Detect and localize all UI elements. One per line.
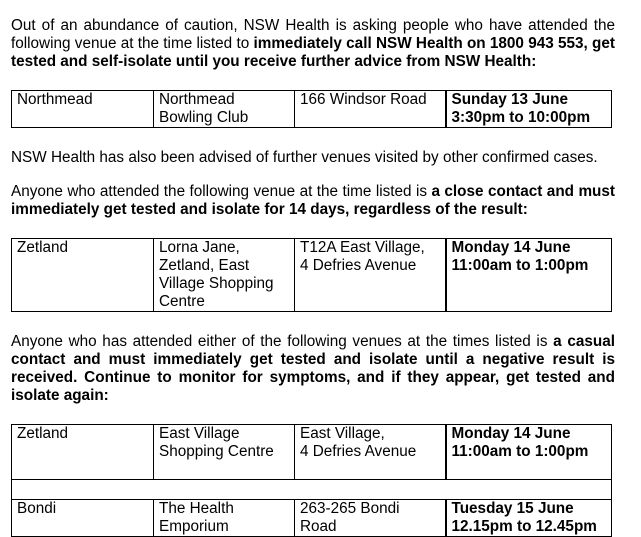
address-cell-line: 4 Defries Avenue: [300, 257, 417, 274]
address-cell: [295, 425, 446, 480]
suburb-cell-line: Northmead: [17, 91, 93, 108]
casual-contact-paragraph: [11, 333, 615, 405]
venue-cell: [154, 91, 295, 128]
address-cell: [295, 91, 446, 128]
time-cell: [446, 91, 612, 128]
venue-cell: [154, 239, 295, 312]
time-cell-line: 11:00am to 1:00pm: [451, 257, 589, 274]
venue-table-casual-contact: [11, 424, 612, 537]
time-cell: [446, 239, 612, 312]
address-cell-line: 4 Defries Avenue: [300, 443, 417, 460]
time-cell-line: Sunday 13 June: [451, 91, 568, 108]
suburb-cell-line: Zetland: [17, 239, 69, 256]
time-cell-line: 12.15pm to 12.45pm: [451, 518, 597, 535]
venue-table-close-contact: [11, 238, 612, 312]
further-venues-paragraph: NSW Health has also been advised of further venues visited by other confirmed cases.: [11, 149, 598, 166]
time-cell-line: Monday 14 June: [451, 425, 571, 442]
suburb-cell: [12, 91, 154, 128]
venue-cell-line: Centre: [159, 293, 205, 310]
address-cell-line: Road: [300, 518, 337, 535]
time-cell-line: Monday 14 June: [451, 239, 571, 256]
suburb-cell-line: Bondi: [17, 500, 57, 517]
venue-cell-line: Zetland, East: [159, 257, 250, 274]
casual-contact-text: Anyone who has attended either of the following venues at the times listed is: [11, 333, 554, 350]
suburb-cell-line: Zetland: [17, 425, 69, 442]
intro-instruction: immediately call NSW Health on 1800 943 553, get tested and self-isolate until you receive further advice from NSW Health:: [11, 35, 615, 70]
address-cell-line: T12A East Village,: [300, 239, 425, 256]
address-cell-line: East Village,: [300, 425, 385, 442]
casual-contact-instruction: a casual contact and must immediately get tested and isolate until a negative result is received. Continue to monitor for symptoms, and if they appear, get tested and isolate again:: [11, 333, 615, 404]
time-cell-line: 3:30pm to 10:00pm: [451, 109, 591, 126]
table-spacer-cell: [12, 480, 612, 500]
suburb-cell: [12, 425, 154, 480]
venue-cell-line: Lorna Jane,: [159, 239, 240, 256]
venue-table-isolate: [11, 90, 612, 128]
address-cell: [295, 239, 446, 312]
address-cell-line: 263-265 Bondi: [300, 500, 400, 517]
address-cell-line: 166 Windsor Road: [300, 91, 427, 108]
close-contact-text: Anyone who attended the following venue at the time listed is: [11, 183, 432, 200]
venue-cell-line: Northmead: [159, 91, 235, 108]
venue-cell-line: The Health: [159, 500, 234, 517]
table-row-spacer: [12, 480, 612, 500]
table-row: [12, 91, 612, 128]
time-cell: [446, 425, 612, 480]
intro-paragraph: [11, 17, 615, 71]
venue-cell-line: Shopping Centre: [159, 443, 274, 460]
intro-text: Out of an abundance of caution, NSW Health is asking people who have attended the following venue at the time listed to: [11, 17, 615, 52]
suburb-cell: [12, 239, 154, 312]
table-row: [12, 239, 612, 312]
venue-cell-line: East Village: [159, 425, 240, 442]
time-cell-line: Tuesday 15 June: [451, 500, 574, 517]
venue-cell-line: Village Shopping: [159, 275, 274, 292]
venue-cell-line: Bowling Club: [159, 109, 249, 126]
close-contact-paragraph: [11, 183, 615, 219]
time-cell-line: 11:00am to 1:00pm: [451, 443, 589, 460]
venue-cell: [154, 425, 295, 480]
venue-cell-line: Emporium: [159, 518, 229, 535]
table-row: [12, 425, 612, 480]
close-contact-instruction: a close contact and must immediately get tested and isolate for 14 days, regardless of the result:: [11, 183, 615, 218]
